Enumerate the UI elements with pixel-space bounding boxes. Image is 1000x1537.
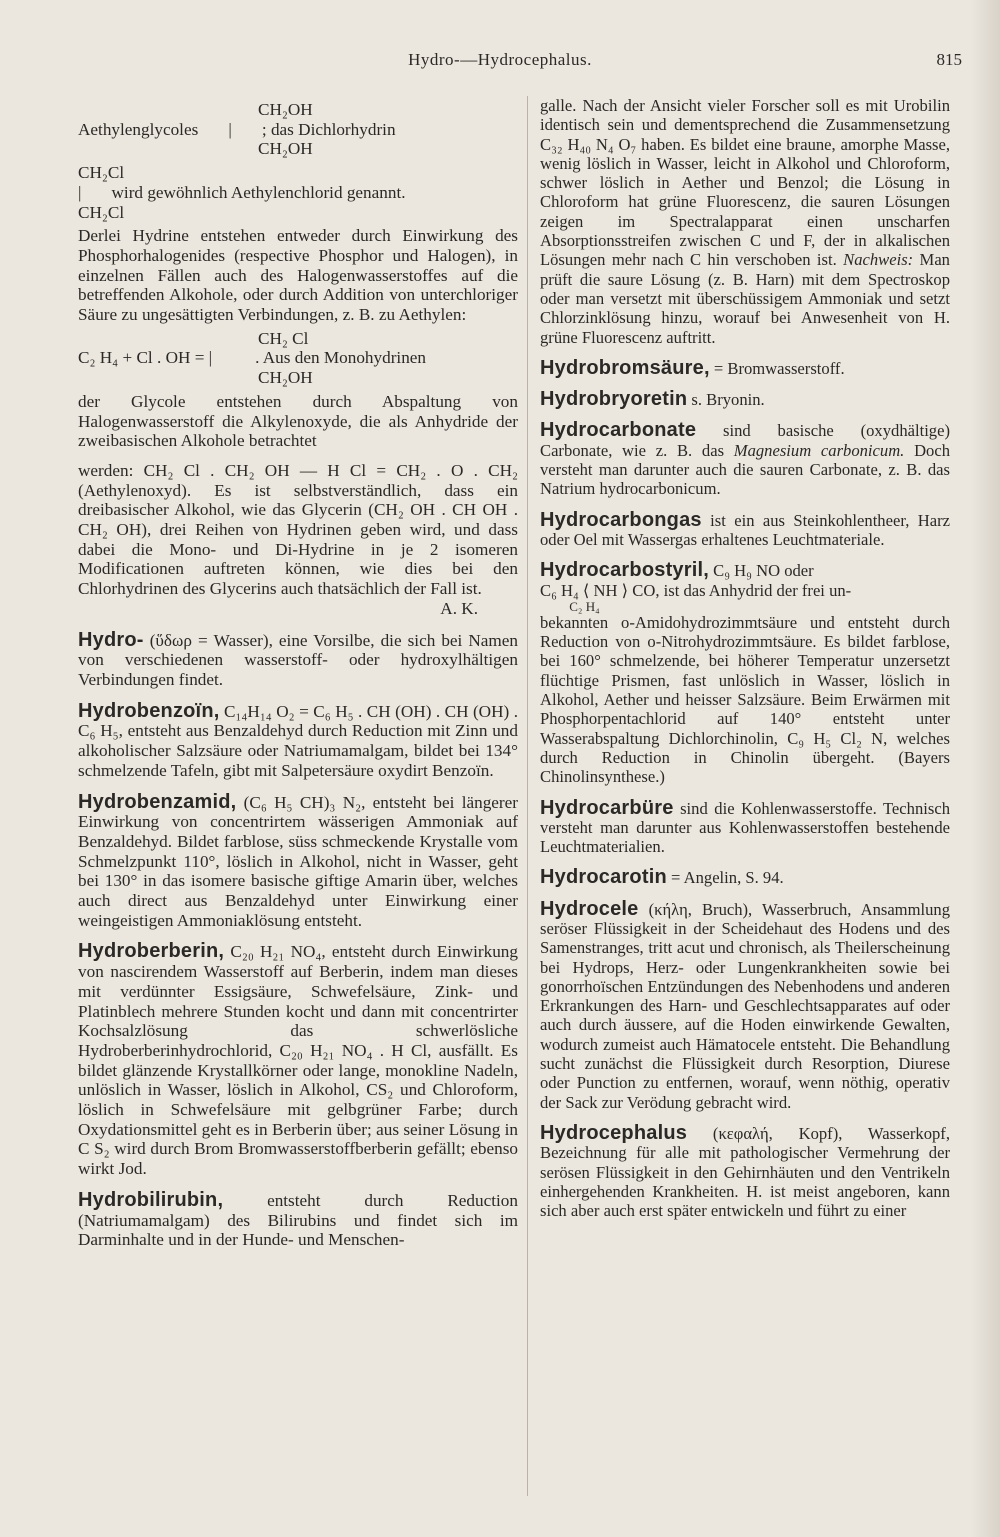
entry-hydro [78,628,518,690]
entry-text: s. Bryonin. [687,390,765,410]
headword: Hydrobryoretin [540,388,688,411]
entry-text: galle. Nach der Ansicht vieler Forscher soll es mit Urobilin identisch sein und dementsprechend die Zusammensetzung C₃₂ H₄₀ N₄ O₇ haben. Es bildet eine braune, amorphe Masse, wenig löslich in Wasser, leicht in Alkohol und Chloroform, schwer löslich in Aether und Benzol; die Lösung in Chloroform hat grüne Fluorescenz, die sauren Lösungen zeigen im Spectralapparat einen unscharfen Absorptionsstreifen zwischen C und F, der in alkalischen Lösungen mehr nach C hin verschoben ist. [540,96,950,270]
headword: Hydrocarbüre [540,796,674,819]
entry-hydrocarbongas [540,508,950,550]
author-signature: A. K. [440,598,478,618]
entry-text: entsteht durch Reduction (Natriumamalgam) des Bilirubins und findet sich im Darminhalte und in der Hunde- und Menschen- [78,1190,518,1250]
paragraph: der Glycole entstehen durch Abspaltung von Halogenwasserstoff die Alkylenoxyde, die als Anhydride der zweibasischen Alkohole betrachtet [78,391,518,451]
entry-hydrobenzoin [78,699,518,781]
paragraph-continued [540,96,950,347]
entry-text: (C₆ H₅ CH)₃ N₂, entsteht bei längerer Einwirkung von concentrirtem wässerigen Ammoniak auf Benzaldehyd. Bildet farblose, süss schmeckende Krystalle vom Schmelzpunkt 110°, löslich in Alkohol, nicht in Wasser, geht bei 130° in das isomere basische giftige Amarin über, welches auch direct aus Benzaldehyd unter Einwirkung einer weingeistigen Ammoniaklösung entsteht. [78,792,518,930]
formula-line: C₆ H₄ ⟨ NH ⟩ CO, ist das Anhydrid der frei un- [540,580,852,600]
formula-line: C₂ H₄ [540,598,600,614]
paragraph: werden: CH₂ Cl . CH₂ OH — H Cl = CH₂ . O . CH₂ (Aethylenoxyd). Es ist selbstverständlich, dass ein dreibasischer Alkohol, wie das Glycerin (CH₂ OH . CH OH . CH₂ OH), drei Reihen von Hydrinen geben wird, und dass dabei die Mono- und Di-Hydrine in je 2 isomeren Modificationen auftreten können, wie dies bei den Chlorhydrinen des Glycerins auch thatsächlich der Fall ist. [78,460,518,599]
formula-line: CH₂Cl [78,202,125,222]
entry-text: sind die Kohlenwasserstoffe. Technisch versteht man darunter aus Kohlenwasserstoffen bestehende Leuchtmaterialien. [540,798,950,857]
page-header [0,50,1000,78]
formula-line: | wird gewöhnlich Aethylenchlorid genannt. [78,182,406,202]
entry-text: Man prüft die saure Lösung (z. B. Harn) mit dem Spectroskop oder man versetzt mit überschüssigem Ammoniak und setzt Chlorzinklösung hinzu, worauf bei Anwesenheit von H. grüne Fluorescenz auftritt. [540,250,950,347]
entry-text: C₉ H₉ NO oder [709,561,814,581]
formula-line: CH₂OH [258,139,313,159]
entry-hydrocele [540,897,950,1112]
formula-line: Aethylenglycoles | ; das Dichlorhydrin [78,119,396,139]
left-column [78,96,518,1516]
entry-text: (κεφαλή, Kopf), Wasserkopf, Bezeichnung für alle mit pathologischer Vermehrung der serösen Flüssigkeit in den Gehirnhäuten und den Ventrikeln einhergehenden Krankheiten. H. ist meist angeboren, kann sich aber auch erst später entwickeln und führt zu einer [540,1123,950,1221]
headword: Hydrocarbongas [540,508,702,531]
headword: Hydrobenzoïn, [78,699,220,722]
entry-hydrobilirubin [78,1188,518,1250]
headword: Hydrocarbonate [540,419,697,442]
entry-hydrocarotin [540,868,950,887]
entry-text: (κήλη, Bruch), Wasserbruch, Ansammlung seröser Flüssigkeit in der Scheidehaut des Hodens und des Samenstranges, tritt acut und chronisch, als Theilerscheinung bei Hydrops, Herz- oder Lungenkrankheiten sowie bei gonorrhoïschen Entzündungen des Nebenhodens und anderen Erkrankungen des Harn- und Geschlechtsapparates auf oder auch durch äussere, auf die Hoden einwirkende Gewalten, wodurch zumeist auch Hämatocele entsteht. Die Behandlung sucht zunächst die Flüssigkeit durch Resorption, Diurese oder Punction zu entfernen, worauf, wenn nöthig, operativ der Sack zur Verödung gebracht wird. [540,899,950,1112]
entry-hydrobryoretin [540,390,950,409]
column-divider [527,96,528,1496]
entry-text: = Bromwasserstoff. [709,358,845,378]
entry-hydrocephalus [540,1121,950,1221]
entry-text: Doch versteht man darunter auch die sauren Carbonate, z. B. das Natrium hydrocarbonicum. [540,440,950,499]
headword: Hydrocarbostyril, [540,559,710,582]
headword: Hydroberberin, [78,940,225,963]
headword: Hydro- [78,628,144,651]
formula-chlorhydrin [78,163,518,222]
headword: Hydrobenzamid, [78,790,237,813]
italic-term: Nachweis: [843,250,914,270]
formula-line: CH₂ Cl [258,328,309,348]
entry-text: bekannten o-Amidohydrozimmtsäure und entsteht durch Reduction von o-Nitrohydrozimmtsäure. Es bildet farblose, bei 160° schmelzende, bei höherer Temperatur unzersetzt flüchtige Prismen, fast unlöslich in Wasser, löslich in Alkohol, Aether und heisser Salzsäure. Beim Erwärmen mit Phosphorpentachlorid auf 140° entsteht unter Wasserabspaltung Dichlorchinolin, C₉ H₅ Cl₂ N, welches durch Reduction in Chinolin übergeht. (Bayers Chinolinsynthese.) [540,612,950,787]
entry-hydrocarbostyril [540,561,950,786]
entry-text: sind basische (oxydhältige) Carbonate, wie z. B. das [540,421,950,460]
entry-hydroberberin [78,942,518,1178]
paragraph: Derlei Hydrine entstehen entweder durch Einwirkung des Phosphorhalogenides (respective Phosphor und Halogen), in einzelnen Fällen auch des Halogenwasserstoffes auf die betreffenden Alkohole, oder durch Addition von unterchloriger Säure zu ungesättigten Verbindungen, z. B. zu Aethylen: [78,226,518,325]
formula-aethylen [78,329,518,388]
headword: Hydrocarotin [540,866,667,889]
entry-text: = Angelin, S. 94. [666,868,784,888]
italic-term: Magnesium carbonicum. [733,440,905,460]
formula-line: CH₂OH [258,100,313,119]
formula-glycol [78,100,518,159]
entry-text: C₁₄H₁₄ O₂ = C₆ H₅ . CH (OH) . CH (OH) . C₆ H₅, entsteht aus Benzaldehyd durch Reduction mit Zinn und alkoholischer Salzsäure oder Natriumamalgam, bildet bei 134° schmelzende Tafeln, gibt mit Salpetersäure oxydirt Benzoïn. [78,701,518,780]
headword: Hydrobilirubin, [78,1188,224,1211]
running-title: Hydro-—Hydrocephalus. [408,50,592,69]
page-edge-shading [970,0,1000,1537]
formula-brace-space [78,451,518,461]
entry-hydrocarbuere [540,796,950,857]
headword: Hydrobromsäure, [540,356,710,379]
entry-text: (ὕδωρ = Wasser), eine Vorsilbe, die sich bei Namen von verschiedenen wasserstoff- oder hydroxylhältigen Verbindungen findet. [78,630,518,689]
entry-hydrobenzamid [78,790,518,931]
right-column [540,96,950,1516]
entry-hydrobromsaeure [540,356,950,379]
entry-text: C₂₀ H₂₁ NO₄, entsteht durch Einwirkung von nascirendem Wasserstoff auf Berberin, indem man dieses mit verdünnter Essigsäure, Schwefelsäure, Zink- und Platinblech mehrere Stunden kocht und dann mit concentrirter Kochsalzlösung das schwerlösliche Hydroberberinhydrochlorid, C₂₀ H₂₁ NO₄ . H Cl, ausfällt. Es bildet glänzende Krystallkörner oder lange, monokline Nadeln, unlöslich in Wasser, löslich in Alkohol, CS₂ und Chloroform, löslich in Schwefelsäure mit gelbgrüner Farbe; durch Oxydationsmittel geht es in Berberin über; aus seiner Lösung in C S₂ wird durch Brom Bromwasserstoffberberin gefällt; ebenso wirkt Jod. [78,942,518,1179]
headword: Hydrocephalus [540,1121,688,1144]
formula-line: CH₂Cl [78,163,125,183]
entry-text: ist ein aus Steinkohlentheer, Harz oder Oel mit Wassergas erhaltenes Leuchtmateriale. [540,510,950,549]
formula-line: C₂ H₄ + Cl . OH = | . Aus den Monohydrinen [78,348,427,368]
entry-hydrocarbonate [540,421,950,498]
formula-line: CH₂OH [258,368,313,388]
page-number: 815 [936,50,962,69]
headword: Hydrocele [540,897,639,920]
